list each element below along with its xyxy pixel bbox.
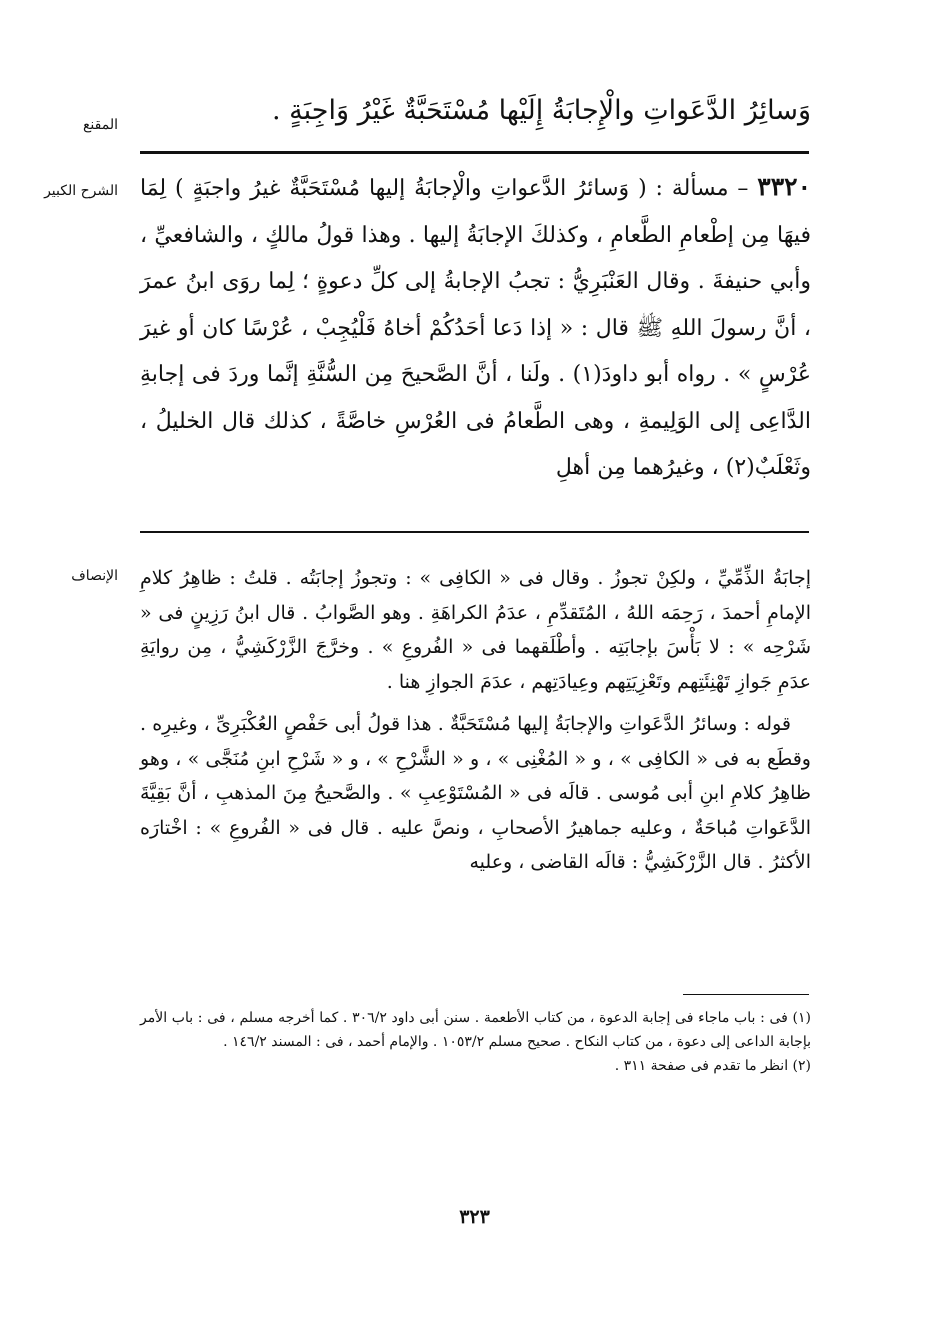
sharh-text: – مسألة : ( وَسائرُ الدَّعواتِ والْإجابَةُ إليها مُسْتَحَبَّةٌ غيرُ واجبَةٍ ) لِمَا فيهَا مِن إطْعامِ الطَّعامِ ، وكذلكَ الإجابَةُ إليها . وهذا قولُ مالكٍ ، والشافعيِّ ، وأبي حنيفةَ . وقال العَنْبَرِيُّ : تجبُ الإجابةُ إلى كلِّ دعوةٍ ؛ لِما روَى ابنُ عمرَ ، أنَّ رسولَ اللهِ ﷺ قال : « إذا دَعا أحَدُكُمْ أخاهُ فَلْيُجِبْ ، عُرْسًا كان أو غيرَ عُرْسٍ » . رواه أبو داودَ(١) . ولَنا ، أنَّ الصَّحيحَ مِن السُّنَّةِ إنَّما وردَ فى إجابةِ الدَّاعِى إلى الوَلِيمةِ ، وهى الطَّعامُ فى العُرْسِ خاصَّةً ، كذلك قال الخليلُ ، وثَعْلَبٌ(٢) ، وغيرُهما مِن أهلِ xyxy=(140,176,811,480)
insaf-paragraph-1: إجابَةُ الذِّمِّيِّ ، ولكِنْ تجوزُ . وقال فى « الكافِى » : وتجوزُ إجابَتُه . قلتُ : ظاهِرُ كلامِ الإمامِ أحمدَ ، رَحِمَه اللهُ ، المُتَقدِّمِ ، عدَمُ الكراهَةِ . وهو الصَّوابُ . قال ابنُ رَزِينٍ فى « شَرْحِه » : لا بَأْسَ بإجابَتِه . وأطْلَقهما فى « الفُروعِ » . وخرَّجَ الزَّرْكَشِيُّ ، مِن روايَةِ عدَمِ جَوازِ تَهْنِئَتِهم وتَعْزِيَتِهم وعِيادَتِهم ، عدَمَ الجوازِ هنا . xyxy=(140,567,811,693)
footnotes xyxy=(140,1006,811,1078)
sharh-section xyxy=(140,164,811,492)
side-label-insaf: الإنصاف xyxy=(71,568,118,584)
insaf-paragraph-2: قوله : وسائرُ الدَّعَواتِ والإجابَةُ إليها مُسْتَحَبَّةٌ . هذا قولُ أبى حَفْصٍ العُكْبَرِىِّ ، وغيرِه . وقطَع به فى « الكافِى » ، و « المُغْنِى » ، و « الشَّرْحِ » ، و « شَرْحِ ابنِ مُنَجَّى » ، وهو ظاهِرُ كلامِ ابنِ أبى مُوسى . قالَه فى « المُسْتَوْعِبِ » . والصَّحيحُ مِنَ المذهبِ ، أنَّ بَقِيَّةَ الدَّعَواتِ مُباحَةٌ ، وعليه جماهيرُ الأصحابِ ، ونصَّ عليه . قال فى « الفُروعِ » : اخْتارَه الأكثرُ . قال الزَّرْكَشِيُّ : قالَه القاضى ، وعليه xyxy=(140,713,811,873)
page-number: ٣٢٣ xyxy=(459,1206,490,1228)
issue-number: ٣٣٢٠ xyxy=(757,172,811,201)
footnote-2: (٢) انظر ما تقدم فى صفحة ٣١١ . xyxy=(614,1058,811,1074)
insaf-section xyxy=(140,561,811,880)
footnote-1: (١) فى : باب ماجاء فى إجابة الدعوة ، من كتاب الأطعمة . سنن أبى داود ٣٠٦/٢ . كما أخرجه مسلم ، فى : باب الأمر بإجابة الداعى إلى دعوة ، من كتاب النكاح . صحيح مسلم ١٠٥٣/٢ . والإمام أحمد ، فى : المسند ١٤٦/٢ . xyxy=(140,1010,811,1050)
header-rule xyxy=(140,151,809,154)
side-label-muqni: المقنع xyxy=(82,117,118,133)
footnote-rule xyxy=(683,994,809,995)
side-label-sharh: الشرح الكبير xyxy=(44,183,118,199)
muqni-text: وَسائِرُ الدَّعَواتِ والْإِجابَةُ إِلَيْها مُسْتَحَبَّةٌ غَيْرُ وَاجِبَةٍ . xyxy=(272,95,811,126)
sharh-rule xyxy=(140,531,809,533)
